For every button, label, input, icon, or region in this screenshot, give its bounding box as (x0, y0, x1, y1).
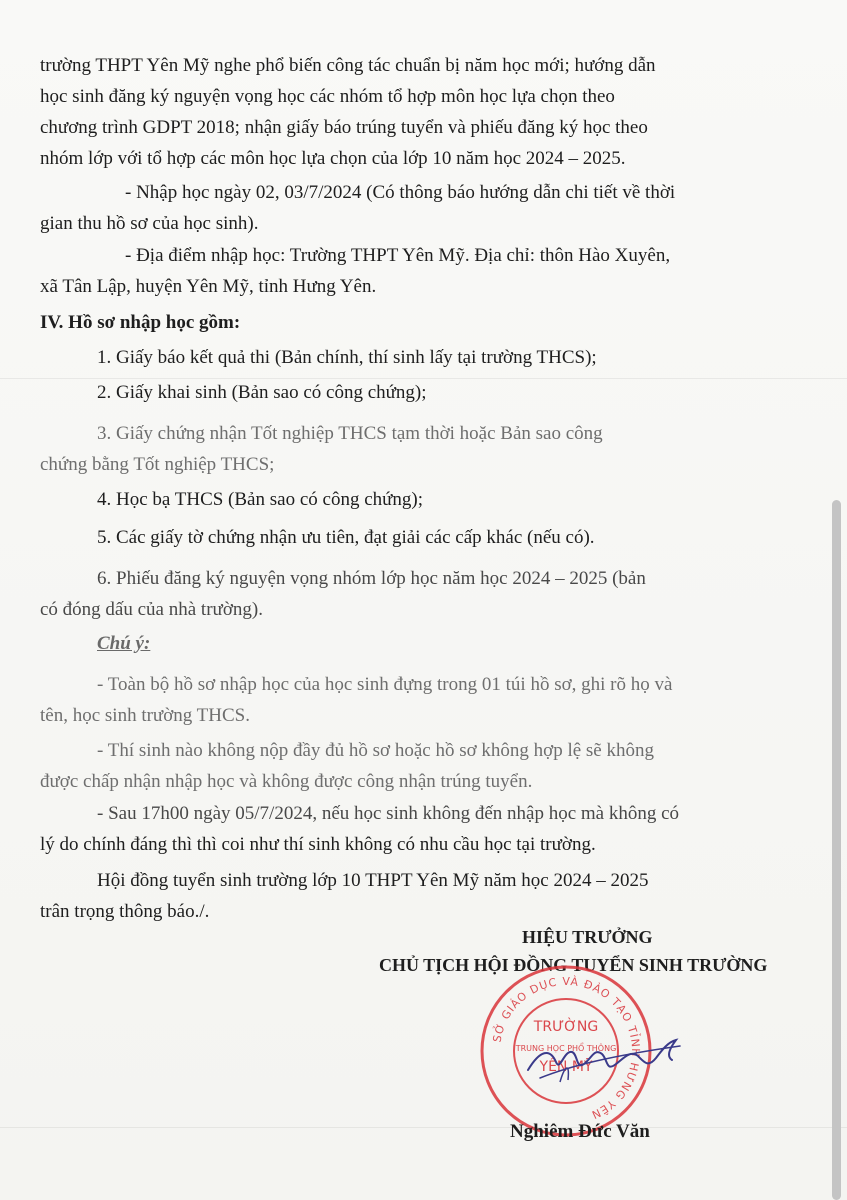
stamp-line-1: TRƯỜNG (533, 1019, 599, 1035)
text-line: 2. Giấy khai sinh (Bản sao có công chứng); (97, 382, 427, 403)
text-line: xã Tân Lập, huyện Yên Mỹ, tỉnh Hưng Yên. (40, 276, 377, 297)
requirement-item-4 (40, 484, 756, 515)
text-line: được chấp nhận nhập học và không được công nhận trúng tuyển. (40, 771, 533, 792)
note-item-1 (40, 669, 756, 731)
paper-crease (0, 378, 847, 379)
scrollbar-thumb[interactable] (832, 500, 841, 1200)
requirement-item-6 (40, 563, 756, 625)
enrollment-date-paragraph (40, 177, 756, 239)
paper-crease (0, 1127, 847, 1128)
text-line: tên, học sinh trường THCS. (40, 705, 250, 726)
signature-title-chairman: CHỦ TỊCH HỘI ĐỒNG TUYỂN SINH TRƯỜNG (379, 955, 768, 975)
text-line: - Thí sinh nào không nộp đầy đủ hồ sơ hoặc hồ sơ không hợp lệ sẽ không (97, 740, 654, 761)
text-line: 5. Các giấy tờ chứng nhận ưu tiên, đạt giải các cấp khác (nếu có). (97, 527, 595, 548)
note-item-2 (40, 735, 756, 797)
text-line: - Sau 17h00 ngày 05/7/2024, nếu học sinh không đến nhập học mà không có (97, 803, 680, 824)
text-line: 4. Học bạ THCS (Bản sao có công chứng); (97, 489, 424, 510)
text-line: 3. Giấy chứng nhận Tốt nghiệp THCS tạm thời hoặc Bản sao công (97, 423, 603, 444)
location-paragraph (40, 240, 756, 302)
requirement-item-3 (40, 418, 756, 480)
text-line: Hội đồng tuyển sinh trường lớp 10 THPT Yên Mỹ năm học 2024 – 2025 (97, 870, 649, 891)
text-line: gian thu hồ sơ của học sinh). (40, 213, 259, 234)
text-line: 6. Phiếu đăng ký nguyện vọng nhóm lớp học năm học 2024 – 2025 (bản (97, 568, 646, 589)
text-line: chương trình GDPT 2018; nhận giấy báo trúng tuyển và phiếu đăng ký học theo (40, 117, 648, 138)
text-line: trân trọng thông báo./. (40, 901, 210, 922)
note-title (40, 628, 756, 659)
note-title-text: Chú ý: (97, 633, 151, 654)
signer-name: Nghiêm Đức Văn (510, 1121, 650, 1142)
text-line: - Địa điểm nhập học: Trường THPT Yên Mỹ. Địa chỉ: thôn Hào Xuyên, (125, 245, 671, 266)
signature-title-principal: HIỆU TRƯỞNG (522, 927, 653, 947)
text-line: trường THPT Yên Mỹ nghe phổ biến công tác chuẩn bị năm học mới; hướng dẫn (40, 55, 656, 76)
stamp-outer-text: SỞ GIÁO DỤC VÀ ĐÀO TẠO TỈNH HƯNG YÊN (490, 974, 643, 1122)
text-line: lý do chính đáng thì thì coi như thí sinh không có nhu cầu học tại trường. (40, 834, 596, 855)
text-line: - Toàn bộ hồ sơ nhập học của học sinh đựng trong 01 túi hồ sơ, ghi rõ họ và (97, 674, 673, 695)
closing-paragraph (40, 865, 756, 927)
text-line: có đóng dấu của nhà trường). (40, 599, 263, 620)
stamp-line-3: YÊN MỸ (539, 1059, 593, 1075)
text-line: học sinh đăng ký nguyện vọng học các nhóm tổ hợp môn học lựa chọn theo (40, 86, 615, 107)
requirement-item-1 (40, 342, 756, 373)
text-line: 1. Giấy báo kết quả thi (Bản chính, thí sinh lấy tại trường THCS); (97, 347, 597, 368)
requirement-item-5 (40, 522, 756, 553)
stamp-line-2: TRUNG HỌC PHỔ THÔNG (515, 1044, 617, 1053)
section-iv-heading: IV. Hồ sơ nhập học gồm: (40, 312, 241, 333)
note-item-3 (40, 798, 756, 860)
text-line: - Nhập học ngày 02, 03/7/2024 (Có thông báo hướng dẫn chi tiết về thời (125, 182, 676, 203)
requirement-item-2 (40, 377, 756, 408)
text-line: nhóm lớp với tổ hợp các môn học lựa chọn của lớp 10 năm học 2024 – 2025. (40, 148, 626, 169)
intro-paragraph (40, 50, 756, 174)
text-line: chứng bằng Tốt nghiệp THCS; (40, 454, 275, 475)
handwritten-signature (520, 1020, 690, 1095)
